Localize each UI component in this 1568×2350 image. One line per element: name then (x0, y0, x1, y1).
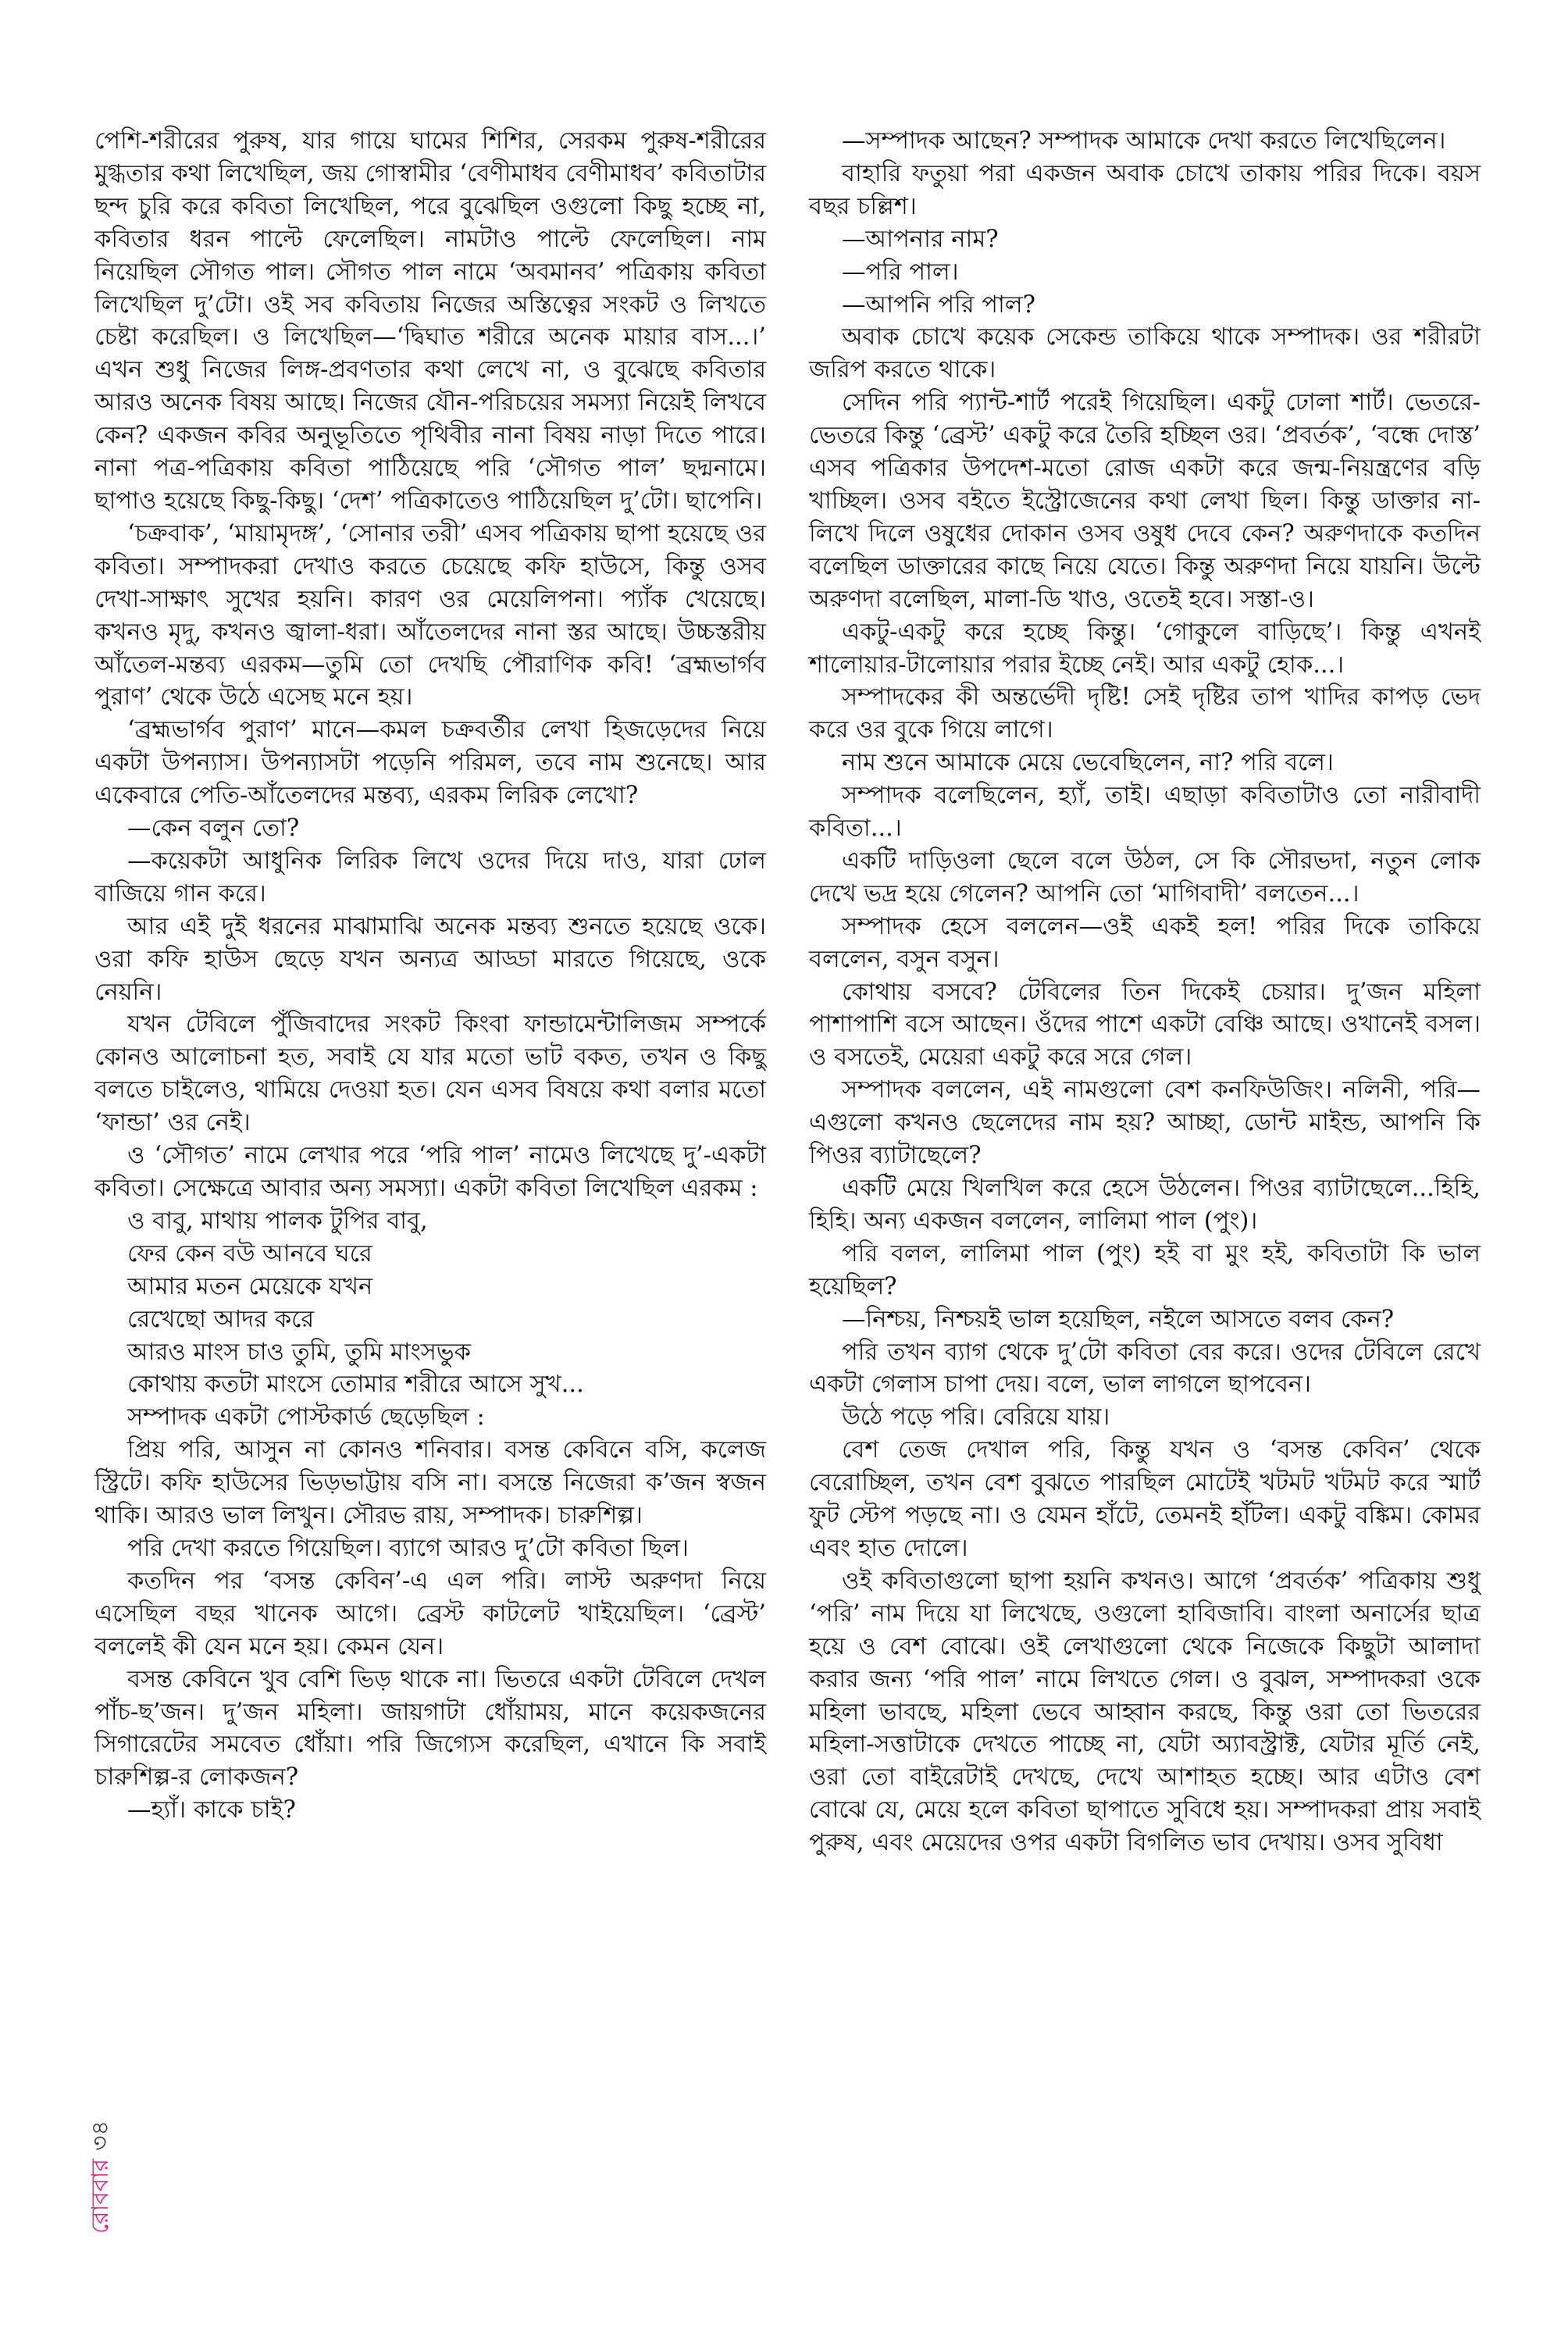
paragraph: ও ‘সৌগত’ নামে লেখার পরে ‘পরি পাল’ নামেও লিখেছে দু’-একটা কবিতা। সেক্ষেত্রে আবার অন্য সমস্যা। একটা কবিতা লিখেছিল এরকম : (94, 1142, 766, 1202)
right-column (809, 125, 1481, 1860)
poem-line: ও বাবু, মাথায় পালক টুপির বাবু, (127, 1207, 428, 1235)
paragraph: —আপনি পরি পাল? (842, 291, 1035, 319)
paragraph: —সম্পাদক আছেন? সম্পাদক আমাকে দেখা করতে লিখেছিলেন। (842, 127, 1446, 155)
paragraph: ওই কবিতাগুলো ছাপা হয়নি কখনও। আগে ‘প্রবর্তক’ পত্রিকায় শুধু ‘পরি’ নাম দিয়ে যা লিখেছে, ওগুলো হাবিজাবি। বাংলা অনার্সের ছাত্র হয়ে ও বেশ বোঝে। ওই লেখাগুলো থেকে নিজেকে কিছুটা আলাদা করার জন্য ‘পরি পাল’ নামে লিখতে গেল। ও বুঝল, সম্পাদকরা ওকে মহিলা ভাবছে, মহিলা ভেবে আহ্বান করছে, কিন্তু ওরা তো ভিতরের মহিলা-সত্তাটাকে দেখতে পাচ্ছে না, যেটা অ্যাবস্ট্রাক্ট, যেটার মূর্তি নেই, ওরা তো বাইরেটাই দেখছে, দেখে আশাহত হচ্ছে। আর এটাও বেশ বোঝে যে, মেয়ে হলে কবিতা ছাপাতে সুবিধে হয়। সম্পাদকরা প্রায় সবাই পুরুষ, এবং মেয়েদের ওপর একটা বিগলিত ভাব দেখায়। ওসব সুবিধা (809, 1567, 1481, 1857)
paragraph: আর এই দুই ধরনের মাঝামাঝি অনেক মন্তব্য শুনতে হয়েছে ওকে। ওরা কফি হাউস ছেড়ে যখন অন্যত্র আড্ডা মারতে গিয়েছে, ওকে নেয়নি। (94, 912, 766, 1006)
left-column (94, 125, 766, 1827)
paragraph: ‘চক্রবাক’, ‘মায়ামৃদঙ্গ’, ‘সোনার তরী’ এসব পত্রিকায় ছাপা হয়েছে ওর কবিতা। সম্পাদকরা দেখাও করতে চেয়েছে কফি হাউসে, কিন্তু ওসব দেখা-সাক্ষাৎ সুখের হয়নি। কারণ ওর মেয়েলিপনা। প্যাঁক খেয়েছে। কখনও মৃদু, কখনও জ্বালা-ধরা। আঁতেলদের নানা স্তর আছে। উচ্চস্তরীয় আঁতেল-মন্তব্য এরকম—তুমি তো দেখছি পৌরাণিক কবি! ‘ব্রহ্মভার্গব পুরাণ’ থেকে উঠে এসেছ মনে হয়। (94, 519, 766, 711)
poem-line: আরও মাংস চাও তুমি, তুমি মাংসভুক (127, 1338, 471, 1366)
paragraph: সম্পাদক বলেছিলেন, হ্যাঁ, তাই। এছাড়া কবিতাটাও তো নারীবাদী কবিতা...। (809, 782, 1481, 843)
poem-line: রেখেছো আদর করে (127, 1305, 315, 1333)
paragraph: পরি দেখা করতে গিয়েছিল। ব্যাগে আরও দু’টো কবিতা ছিল। (127, 1534, 689, 1562)
paragraph: —আপনার নাম? (842, 225, 999, 253)
paragraph: যখন টেবিলে পুঁজিবাদের সংকট কিংবা ফান্ডামেন্টালিজম সম্পর্কে কোনও আলোচনা হত, সবাই যে যার মতো ভাট বকত, তখন ও কিছু বলতে চাইলেও, থামিয়ে দেওয়া হত। যেন এসব বিষয়ে কথা বলার মতো ‘ফান্ডা’ ওর নেই। (94, 1011, 766, 1137)
paragraph: বেশ তেজ দেখাল পরি, কিন্তু যখন ও ‘বসন্ত কেবিন’ থেকে বেরোচ্ছিল, তখন বেশ বুঝতে পারছিল মোটেই খটমট খটমট করে স্মার্ট ফুট স্টেপ পড়ছে না। ও যেমন হাঁটে, তেমনই হাঁটল। একটু বঙ্কিম। কোমর এবং হাত দোলে। (809, 1436, 1481, 1562)
paragraph: —পরি পাল। (842, 258, 959, 286)
paragraph: —কয়েকটা আধুনিক লিরিক লিখে ওদের দিয়ে দাও, যারা ঢোল বাজিয়ে গান করে। (94, 847, 766, 908)
paragraph: প্রিয় পরি, আসুন না কোনও শনিবার। বসন্ত কেবিনে বসি, কলেজ স্ট্রিটে। কফি হাউসের ভিড়ভাট্টায় বসি না। বসন্তে নিজেরা ক’জন স্বজন থাকি। আরও ভাল লিখুন। সৌরভ রায়, সম্পাদক। চারুশিল্প। (94, 1436, 766, 1530)
page-number: ৩৪ (87, 2120, 114, 2152)
paragraph: সম্পাদকের কী অন্তর্ভেদী দৃষ্টি! সেই দৃষ্টির তাপ খাদির কাপড় ভেদ করে ওর বুকে গিয়ে লাগে। (809, 683, 1481, 744)
paragraph: —নিশ্চয়, নিশ্চয়ই ভাল হয়েছিল, নইলে আসতে বলব কেন? (842, 1305, 1395, 1333)
magazine-name: রোববার (87, 2159, 114, 2234)
paragraph: একটু-একটু করে হচ্ছে কিন্তু। ‘গোকুলে বাড়িছে’। কিন্তু এখনই শালোয়ার-টালোয়ার পরার ইচ্ছে নেই। আর একটু হোক...। (809, 618, 1481, 679)
paragraph: কোথায় বসবে? টেবিলের তিন দিকেই চেয়ার। দু’জন মহিলা পাশাপাশি বসে আছেন। ওঁদের পাশে একটা বেঞ্চি আছে। ওখানেই বসল। ও বসতেই, মেয়েরা একটু করে সরে গেল। (809, 978, 1481, 1072)
paragraph: সম্পাদক হেসে বললেন—ওই একই হল! পরির দিকে তাকিয়ে বললেন, বসুন বসুন। (809, 912, 1481, 973)
poem-line: আমার মতন মেয়েকে যখন (127, 1272, 373, 1300)
paragraph: নাম শুনে আমাকে মেয়ে ভেবেছিলেন, না? পরি বলে। (842, 749, 1334, 777)
paragraph: উঠে পড়ে পরি। বেরিয়ে যায়। (842, 1403, 1110, 1432)
paragraph: বাহারি ফতুয়া পরা একজন অবাক চোখে তাকায় পরির দিকে। বয়স বছর চল্লিশ। (809, 159, 1481, 220)
paragraph: একটি মেয়ে খিলখিল করে হেসে উঠলেন। পিওর ব্যাটাছেলে...হিহি, হিহি। অন্য একজন বললেন, লালিমা পাল (পুং)। (809, 1175, 1481, 1235)
paragraph: একটি দাড়িওলা ছেলে বলে উঠল, সে কি সৌরভদা, নতুন লোক দেখে ভদ্র হয়ে গেলেন? আপনি তো ‘মাগিবাদী’ বলতেন...। (809, 847, 1481, 908)
paragraph: ‘ব্রহ্মভার্গব পুরাণ’ মানে—কমল চক্রবর্তীর লেখা হিজড়েদের নিয়ে একটা উপন্যাস। উপন্যাসটা পড়েনি পরিমল, তবে নাম শুনেছে। আর একেবারে পেতি-আঁতেলদের মন্তব্য, এরকম লিরিক লেখো? (94, 716, 766, 810)
page-folio (81, 2120, 121, 2234)
poem-line: ফের কেন বউ আনবে ঘরে (127, 1239, 372, 1268)
poem-line: কোথায় কতটা মাংসে তোমার শরীরে আসে সুখ... (127, 1371, 584, 1399)
paragraph: বসন্ত কেবিনে খুব বেশি ভিড় থাকে না। ভিতরে একটা টেবিলে দেখল পাঁচ-ছ’জন। দু’জন মহিলা। জায়গাটা ধোঁয়াময়, মানে কয়েকজনের সিগারেটের সমবেত ধোঁয়া। পরি জিগ্যেস করেছিল, এখানে কি সবাই চারুশিল্প-র লোকজন? (94, 1665, 766, 1792)
paragraph: সম্পাদক বললেন, এই নামগুলো বেশ কনফিউজিং। নলিনী, পরি—এগুলো কখনও ছেলেদের নাম হয়? আচ্ছা, ডোন্ট মাইন্ড, আপনি কি পিওর ব্যাটাছেলে? (809, 1076, 1481, 1170)
paragraph: সম্পাদক একটা পোস্টকার্ড ছেড়েছিল : (127, 1403, 485, 1432)
paragraph: পরি বলল, লালিমা পাল (পুং) হই বা মুং হই, কবিতাটা কি ভাল হয়েছিল? (809, 1239, 1481, 1300)
paragraph: পেশি-শরীরের পুরুষ, যার গায়ে ঘামের শিশির, সেরকম পুরুষ-শরীরের মুগ্ধতার কথা লিখেছিল, জয় গোস্বামীর ‘বেণীমাধব বেণীমাধব’ কবিতাটার ছন্দ চুরি করে কবিতা লিখেছিল, পরে বুঝেছিল ওগুলো কিছু হচ্ছে না, কবিতার ধরন পাল্টে ফেলেছিল। নামটাও পাল্টে ফেলেছিল। নাম নিয়েছিল সৌগত পাল। সৌগত পাল নামে ‘অবমানব’ পত্রিকায় কবিতা লিখেছিল দু’টো। ওই সব কবিতায় নিজের অস্তিত্বের সংকট ও লিখতে চেষ্টা করেছিল। ও লিখেছিল—‘দ্বিঘাত শরীরে অনেক মায়ার বাস...।’ এখন শুধু নিজের লিঙ্গ-প্রবণতার কথা লেখে না, ও বুঝেছে কবিতার আরও অনেক বিষয় আছে। নিজের যৌন-পরিচয়ের সমস্যা নিয়েই লিখবে কেন? একজন কবির অনুভূতিতে পৃথিবীর নানা বিষয় নাড়া দিতে পারে। নানা পত্র-পত্রিকায় কবিতা পাঠিয়েছে পরি ‘সৌগত পাল’ ছদ্মনামে। ছাপাও হয়েছে কিছু-কিছু। ‘দেশ’ পত্রিকাতেও পাঠিয়েছিল দু’টো। ছাপেনি। (94, 127, 766, 515)
paragraph: —হ্যাঁ। কাকে চাই? (127, 1796, 296, 1824)
paragraph: কতদিন পর ‘বসন্ত কেবিন’-এ এল পরি। লাস্ট অরুণদা নিয়ে এসেছিল বছর খানেক আগে। ব্রেস্ট কাটলেট খাইয়েছিল। ‘ব্রেস্ট’ বললেই কী যেন মনে হয়। কেমন যেন। (94, 1567, 766, 1660)
paragraph: পরি তখন ব্যাগ থেকে দু’টো কবিতা বের করে। ওদের টেবিলে রেখে একটা গেলাস চাপা দেয়। বলে, ভাল লাগলে ছাপবেন। (809, 1338, 1481, 1399)
paragraph: সেদিন পরি প্যান্ট-শার্ট পরেই গিয়েছিল। একটু ঢোলা শার্ট। ভেতরে-ভেতরে কিন্তু ‘ব্রেস্ট’ একটু করে তৈরি হচ্ছিল ওর। ‘প্রবর্তক’, ‘বন্ধে দোস্ত’ এসব পত্রিকার উপদেশ-মতো রোজ একটা করে জন্ম-নিয়ন্ত্রণের বড়ি খাচ্ছিল। ওসব বইতে ইস্ট্রোজেনের কথা লেখা ছিল। কিন্তু ডাক্তার না-লিখে দিলে ওষুধের দোকান ওসব ওষুধ দেবে কেন? অরুণদাকে কতদিন বলেছিল ডাক্তারের কাছে নিয়ে যেতে। কিন্তু অরুণদা নিয়ে যায়নি। উল্টে অরুণদা বলেছিল, মালা-ডি খাও, ওতেই হবে। সস্তা-ও। (809, 389, 1481, 613)
paragraph: অবাক চোখে কয়েক সেকেন্ড তাকিয়ে থাকে সম্পাদক। ওর শরীরটা জরিপ করতে থাকে। (809, 323, 1481, 384)
paragraph: —কেন বলুন তো? (127, 815, 300, 843)
